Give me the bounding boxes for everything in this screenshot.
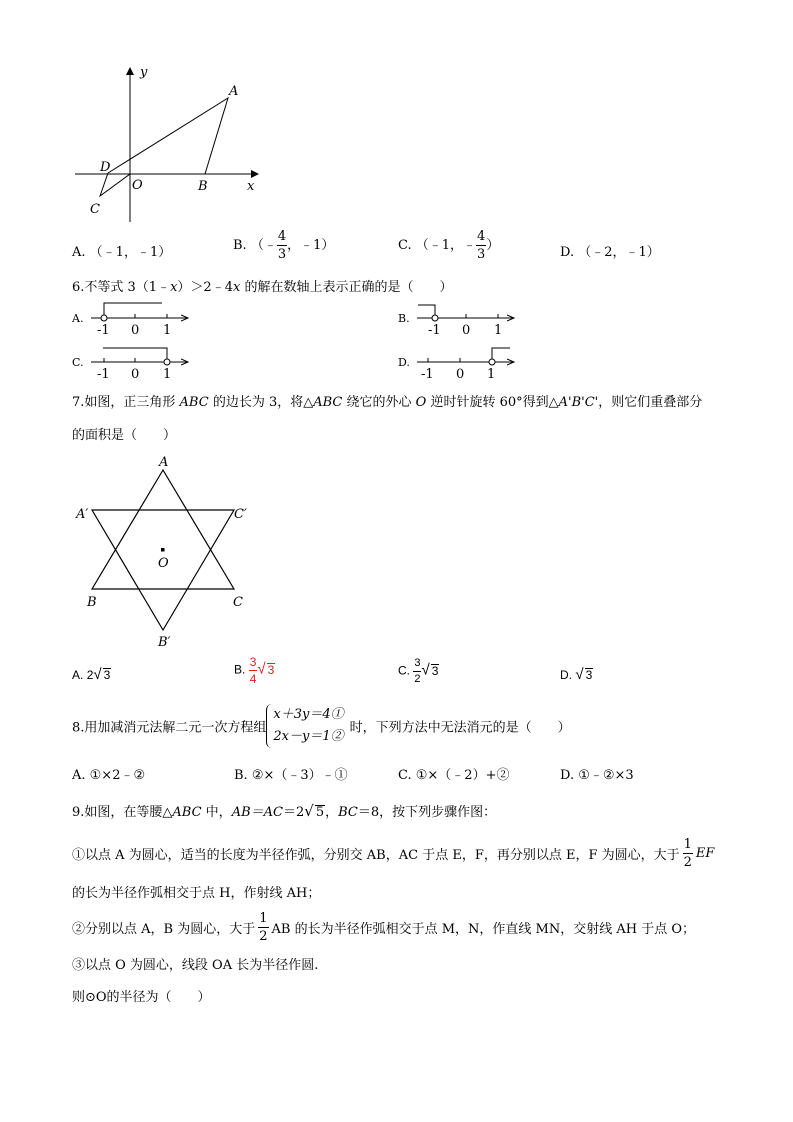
q7-stem-line1: 7.如图，正三角形 ABC 的边长为 3，将△ABC 绕它的外心 O 逆时针旋转 60°得到△A'B'C'，则它们重叠部分	[72, 395, 703, 410]
q5-option-c[interactable]: C. （﹣1，﹣ $\frac{4}{3}$ ）	[398, 229, 500, 262]
q6-option-a-letter[interactable]: A.	[72, 312, 84, 325]
q9-stem: 9.如图，在等腰△ABC 中，AB＝AC＝2√ 5，BC＝8，按下列步骤作图：	[72, 802, 497, 820]
center-dot	[161, 548, 165, 552]
svg-text:0: 0	[456, 367, 465, 382]
q9-final: 则⊙O的半径为（ ）	[72, 990, 211, 1005]
q9-step1-line1: ①以点 A 为圆心，适当的长度为半径作弧，分别交 AB，AC 于点 E，F，再分别以点 E，F 为圆心，大于 $\frac{1}{2}$ EF	[72, 837, 715, 870]
label-C: C	[90, 202, 100, 217]
q9-step2: ②分别以点 A，B 为圆心，大于 $\frac{1}{2}$ AB 的长为半径作弧相交于点 M，N，作直线 MN，交射线 AH 于点 O；	[72, 911, 695, 944]
svg-text:1: 1	[163, 323, 172, 338]
label-A: A	[159, 455, 169, 470]
label-D: D	[100, 160, 111, 175]
q6-option-c-letter[interactable]: C.	[72, 356, 84, 369]
svg-text:1: 1	[163, 367, 172, 382]
q7-stem-line2: 的面积是（ ）	[72, 428, 177, 443]
q6-stem: 6.不等式 3（1﹣x）＞2﹣4x 的解在数轴上表示正确的是（ ）	[72, 280, 453, 295]
label-O: O	[132, 178, 143, 193]
svg-text:0: 0	[131, 323, 140, 338]
svg-text:1: 1	[487, 367, 496, 382]
q5-option-a[interactable]: A. （﹣1，﹣1）	[72, 245, 172, 260]
equation-system: x＋3y＝4① 2x－y＝1②	[266, 704, 349, 748]
label-C-prime: C′	[234, 507, 247, 522]
q8-option-a[interactable]: A. ①×2﹣②	[72, 768, 146, 783]
q6-option-d-letter[interactable]: D.	[398, 356, 410, 369]
q9-step1-line2: 的长为半径作弧相交于点 H，作射线 AH；	[72, 886, 321, 901]
line-DAB	[108, 98, 228, 174]
fraction: $\frac{4}{3}$	[477, 229, 486, 262]
q7-option-c[interactable]: C. $\frac{3}{2}$ √ 3	[398, 657, 439, 685]
q9-step3: ③以点 O 为圆心，线段 OA 长为半径作圆.	[72, 958, 319, 973]
q7-option-a[interactable]: A. 2√ 3	[72, 666, 111, 683]
q6-option-b-numberline[interactable]	[414, 298, 524, 338]
q5-option-d[interactable]: D. （﹣2，﹣1）	[560, 245, 660, 260]
svg-text:0: 0	[462, 323, 471, 338]
label-y: y	[140, 65, 148, 80]
label-B: B	[198, 179, 208, 194]
q6-option-c-numberline[interactable]	[88, 342, 198, 382]
q5-option-b[interactable]: B. （﹣ $\frac{4}{3}$ ，﹣1）	[233, 229, 335, 262]
svg-text:1: 1	[494, 323, 503, 338]
q8-option-b[interactable]: B. ②×（﹣3）﹣①	[234, 768, 348, 783]
label-O: O	[158, 556, 169, 571]
label-B-prime: B′	[158, 635, 171, 650]
svg-text:-1: -1	[428, 323, 441, 338]
label-x: x	[247, 179, 255, 194]
svg-text:0: 0	[131, 367, 140, 382]
q8-stem: 8.用加减消元法解二元一次方程组 x＋3y＝4① 2x－y＝1② 时，下列方法中无法消元的是（ ）	[72, 704, 571, 748]
q8-option-d[interactable]: D. ①﹣②×3	[560, 768, 634, 783]
q5-coordinate-figure	[70, 60, 270, 225]
q7-hexagram-figure	[70, 450, 270, 650]
fraction: $\frac{4}{3}$	[277, 229, 287, 262]
label-C: C	[233, 595, 243, 610]
line-DCO	[100, 173, 130, 196]
label-A-prime: A′	[76, 507, 89, 522]
label-B: B	[87, 595, 97, 610]
q8-option-c[interactable]: C. ①×（﹣2）+②	[398, 768, 510, 783]
svg-text:-1: -1	[421, 367, 434, 382]
q6-option-d-numberline[interactable]	[414, 342, 524, 382]
svg-text:-1: -1	[97, 367, 110, 382]
svg-text:-1: -1	[97, 323, 110, 338]
q7-option-d[interactable]: D. √ 3	[560, 666, 593, 683]
label-A: A	[229, 84, 239, 99]
q6-option-a-numberline[interactable]	[88, 298, 198, 338]
q7-option-b[interactable]: B. $\frac{3}{4}$ √ 3	[234, 655, 275, 686]
q6-option-b-letter[interactable]: B.	[398, 312, 410, 325]
triangle-ABC	[92, 470, 234, 589]
